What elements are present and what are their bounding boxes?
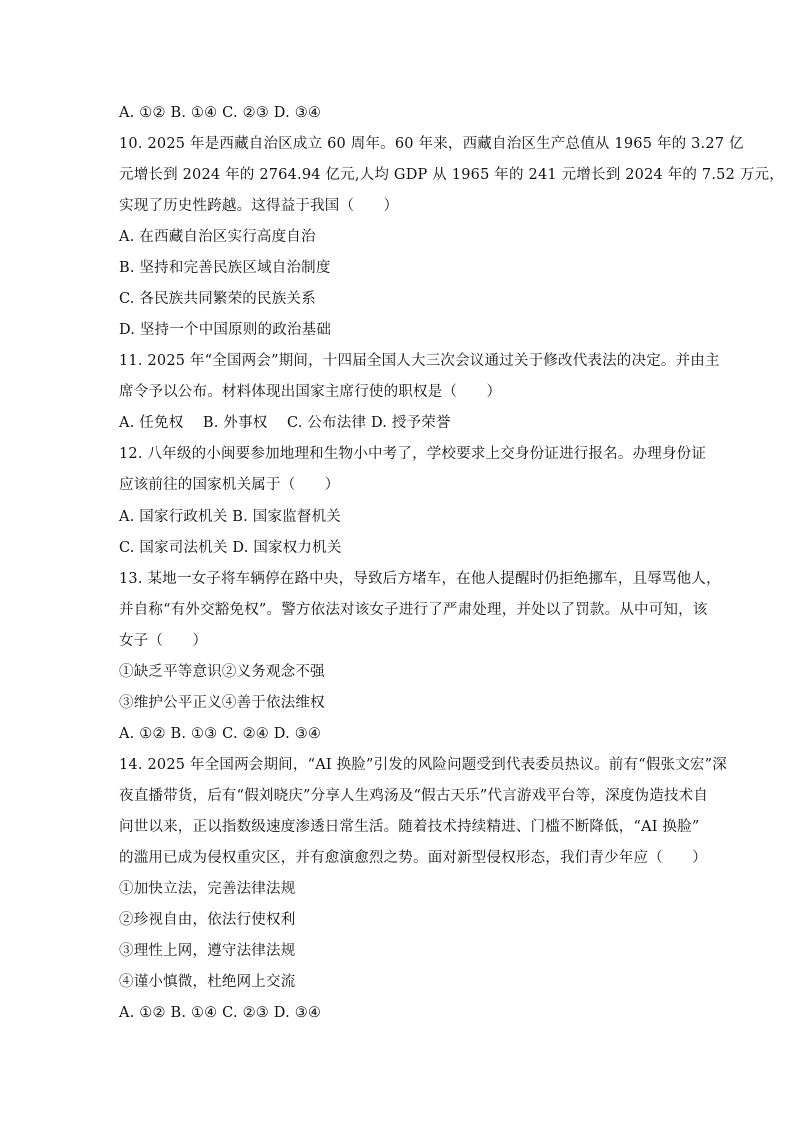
q14-stem-line-4: 的滥用已成为侵权重灾区，并有愈演愈烈之势。面对新型侵权形态，我们青少年应（ ）	[119, 850, 707, 866]
q11-stem-line-2: 席令予以公布。材料体现出国家主席行使的职权是（ ）	[119, 384, 502, 400]
q12-stem-line-1: 12. 八年级的小闽要参加地理和生物小中考了，学校要求上交身份证进行报名。办理身份证	[119, 446, 707, 462]
q14-stem-line-3: 问世以来，正以指数级速度渗透日常生活。随着技术持续精进、门槛不断降低，“AI 换脸”	[119, 819, 700, 835]
q10-option-d: D. 坚持一个中国原则的政治基础	[119, 322, 332, 338]
q14-statement-1: ①加快立法，完善法律法规	[119, 881, 296, 897]
q12-options-cd: C. 国家司法机关 D. 国家权力机关	[119, 540, 342, 556]
q11-stem-line-1: 11. 2025 年“全国两会”期间，十四届全国人大三次会议通过关于修改代表法的决定。并由主	[119, 353, 720, 369]
q13-stem-line-1: 13. 某地一女子将车辆停在路中央，导致后方堵车，在他人提醒时仍拒绝挪车，且辱骂他人，	[119, 571, 721, 587]
q14-stem-line-1: 14. 2025 年全国两会期间，“AI 换脸”引发的风险问题受到代表委员热议。前有“假张文宏”深	[119, 757, 727, 773]
q14-stem-line-2: 夜直播带货，后有“假刘晓庆”分享人生鸡汤及“假古天乐”代言游戏平台等，深度伪造技术自	[119, 788, 709, 804]
q10-option-b: B. 坚持和完善民族区域自治制度	[119, 260, 331, 276]
q14-statement-4: ④谨小慎微，杜绝网上交流	[119, 974, 296, 990]
q13-stem-line-2: 并自称“有外交豁免权”。警方依法对该女子进行了严肃处理，并处以了罚款。从中可知，该	[119, 602, 708, 618]
q10-option-a: A. 在西藏自治区实行高度自治	[119, 229, 316, 245]
q12-stem-line-2: 应该前往的国家机关属于（ ）	[119, 477, 340, 493]
q11-options: A. 任免权 B. 外事权 C. 公布法律 D. 授予荣誉	[119, 415, 451, 431]
q14-statement-2: ②珍视自由，依法行使权利	[119, 912, 296, 928]
q10-stem-line-1: 10. 2025 年是西藏自治区成立 60 周年。60 年来，西藏自治区生产总值从 1965 年的 3.27 亿	[119, 136, 744, 152]
q10-stem-line-3: 实现了历史性跨越。这得益于我国（ ）	[119, 198, 399, 214]
q10-option-c: C. 各民族共同繁荣的民族关系	[119, 291, 316, 307]
q9-answer-options: A. ①② B. ①④ C. ②③ D. ③④	[119, 105, 322, 121]
q12-options-ab: A. 国家行政机关 B. 国家监督机关	[119, 509, 341, 525]
q13-stem-line-3: 女子（ ）	[119, 633, 208, 649]
q13-options: A. ①② B. ①③ C. ②④ D. ③④	[119, 726, 322, 742]
q14-options: A. ①② B. ①④ C. ②③ D. ③④	[119, 1005, 322, 1021]
q14-statement-3: ③理性上网，遵守法律法规	[119, 943, 296, 959]
q13-statements-34: ③维护公平正义④善于依法维权	[119, 695, 325, 711]
q13-statements-12: ①缺乏平等意识②义务观念不强	[119, 664, 325, 680]
q10-stem-line-2: 元增长到 2024 年的 2764.94 亿元,人均 GDP 从 1965 年的 241 元增长到 2024 年的 7.52 万元，	[119, 167, 784, 183]
